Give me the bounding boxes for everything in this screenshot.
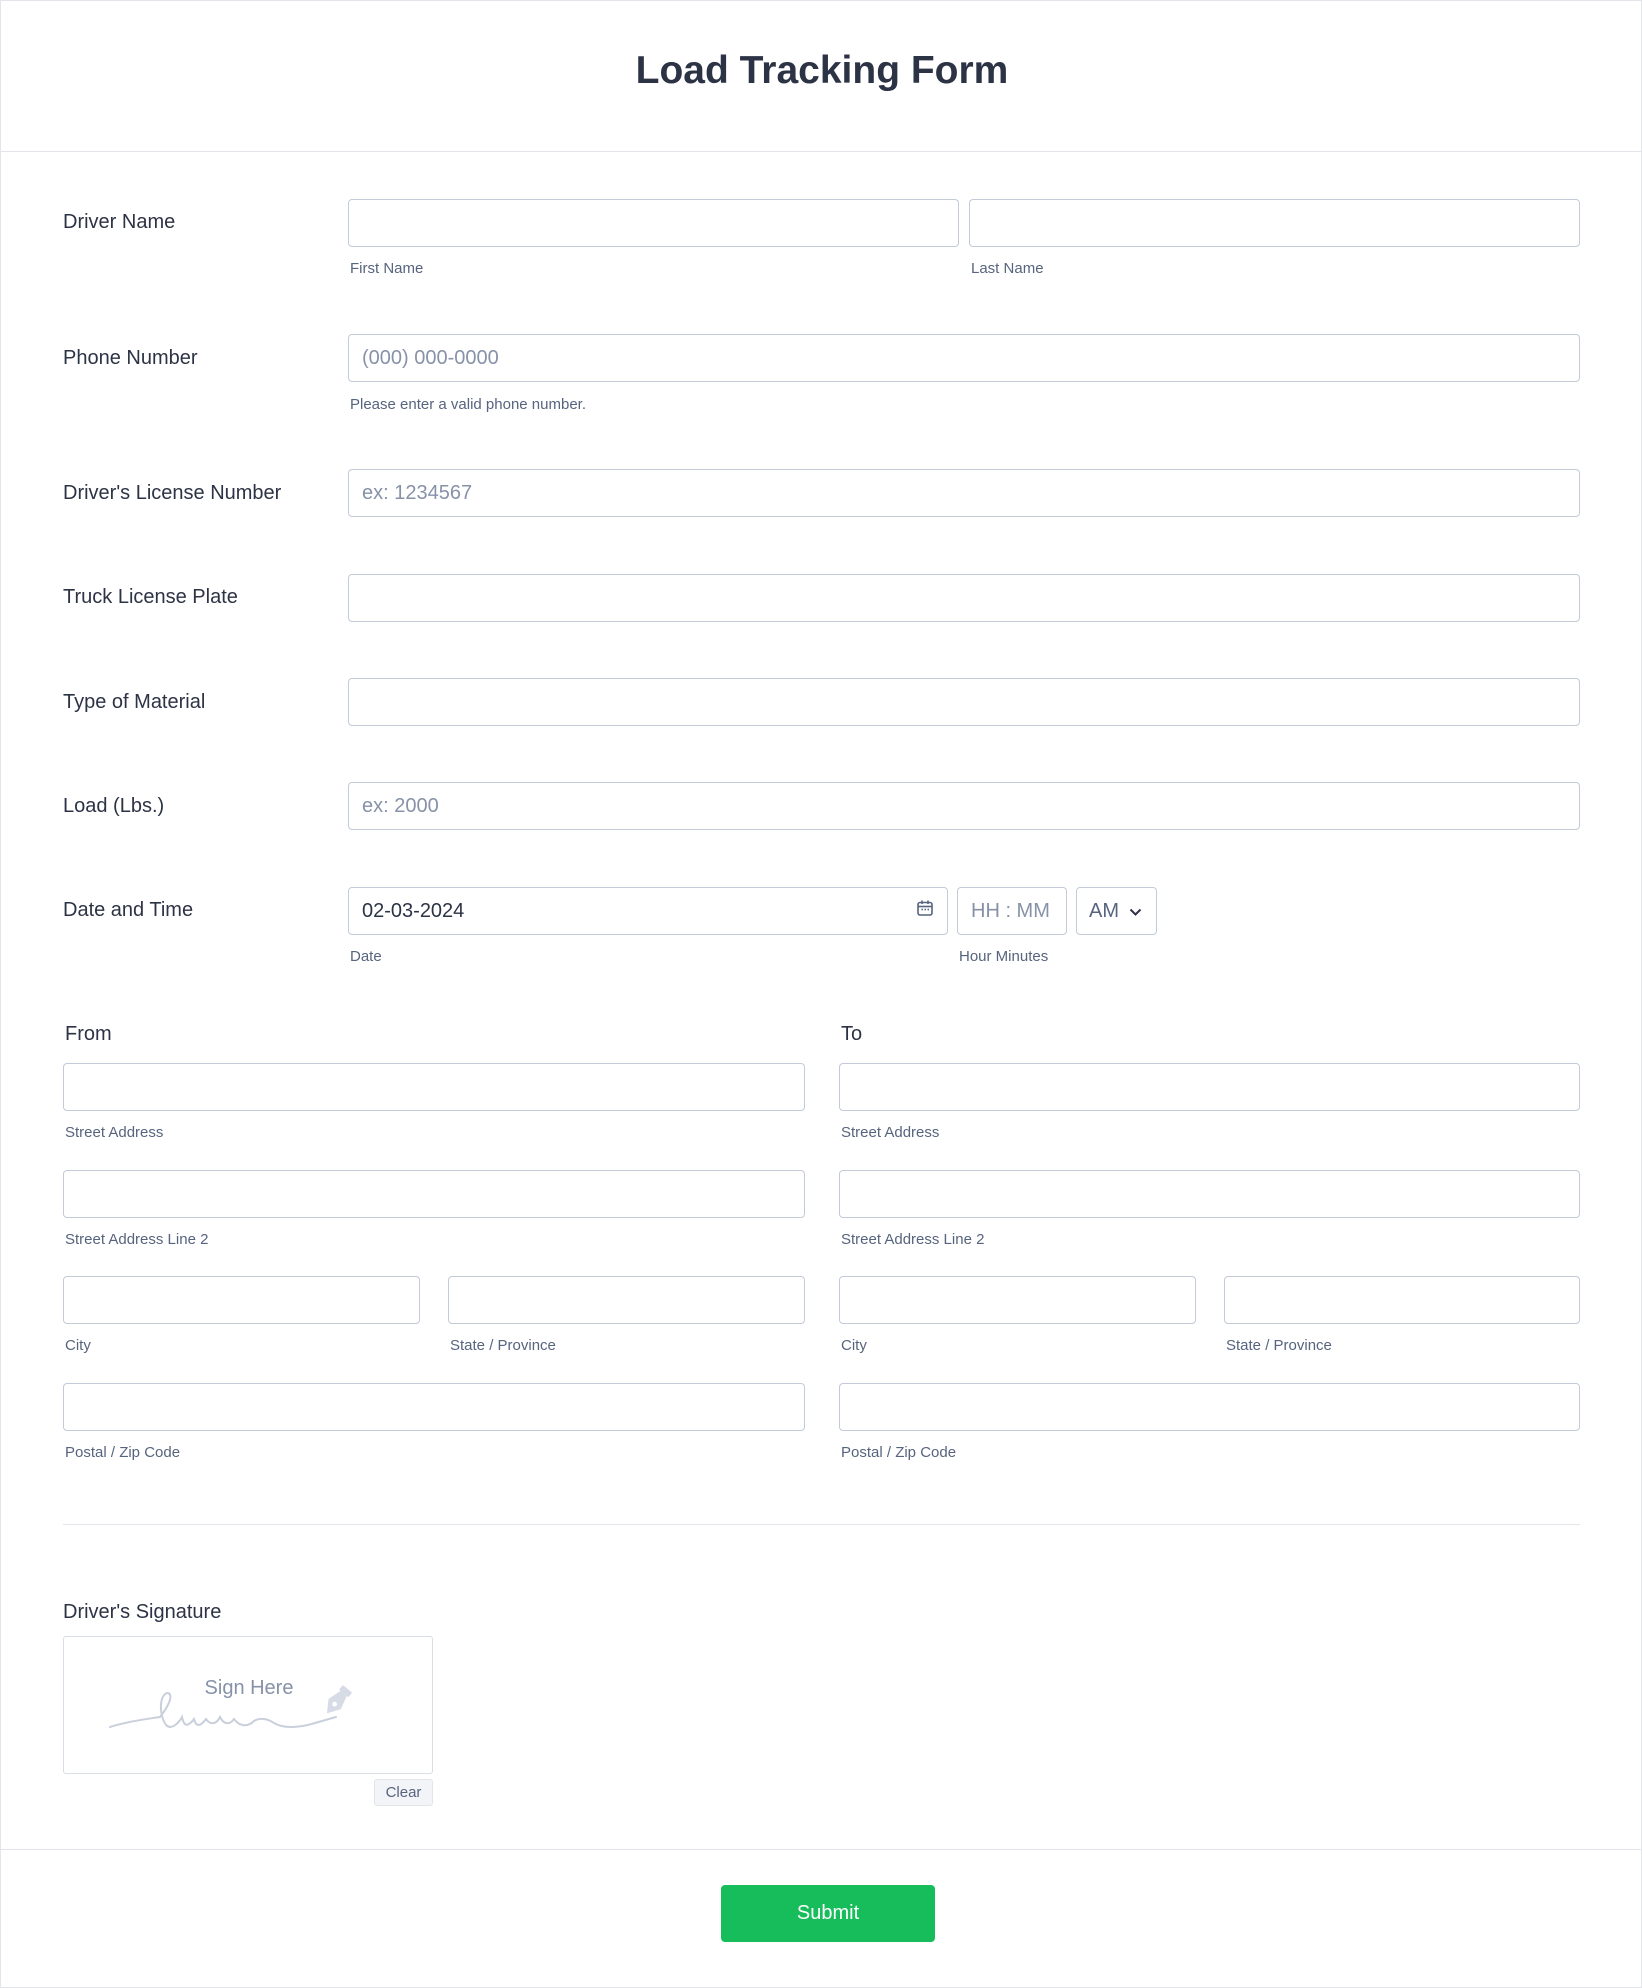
to-street2-input[interactable] xyxy=(839,1170,1580,1218)
ampm-value: AM xyxy=(1089,899,1119,922)
phone-label: Phone Number xyxy=(63,347,198,369)
sign-here-prompt: Sign Here xyxy=(204,1677,294,1699)
from-city-input[interactable] xyxy=(63,1276,420,1324)
first-name-input[interactable] xyxy=(348,199,959,247)
header-divider xyxy=(1,151,1642,152)
date-sublabel: Date xyxy=(350,948,382,965)
date-input[interactable] xyxy=(348,887,948,935)
from-street-sublabel: Street Address xyxy=(65,1124,164,1141)
to-city-sublabel: City xyxy=(841,1337,867,1354)
to-street2-sublabel: Street Address Line 2 xyxy=(841,1231,985,1248)
chevron-down-icon xyxy=(1129,900,1142,923)
material-label: Type of Material xyxy=(63,691,206,713)
clear-signature-button[interactable]: Clear xyxy=(374,1779,433,1806)
from-street2-input[interactable] xyxy=(63,1170,805,1218)
ampm-select[interactable] xyxy=(1076,887,1157,935)
to-zip-input[interactable] xyxy=(839,1383,1580,1431)
load-input[interactable] xyxy=(348,782,1580,830)
signature-scribble-icon xyxy=(108,1677,388,1737)
form-title: Load Tracking Form xyxy=(635,49,1009,92)
section-divider xyxy=(63,1524,1580,1525)
driver-name-label: Driver Name xyxy=(63,211,176,233)
to-heading: To xyxy=(841,1023,863,1045)
last-name-sublabel: Last Name xyxy=(971,260,1044,277)
from-zip-sublabel: Postal / Zip Code xyxy=(65,1444,181,1461)
time-input[interactable] xyxy=(957,887,1067,935)
signature-label: Driver's Signature xyxy=(63,1601,222,1623)
truck-plate-label: Truck License Plate xyxy=(63,586,238,608)
time-sublabel: Hour Minutes xyxy=(959,948,1049,965)
to-street-sublabel: Street Address xyxy=(841,1124,940,1141)
to-state-input[interactable] xyxy=(1224,1276,1580,1324)
to-city-input[interactable] xyxy=(839,1276,1196,1324)
license-input[interactable] xyxy=(348,469,1580,517)
phone-hint: Please enter a valid phone number. xyxy=(350,396,586,413)
truck-plate-input[interactable] xyxy=(348,574,1580,622)
from-state-sublabel: State / Province xyxy=(450,1337,556,1354)
from-zip-input[interactable] xyxy=(63,1383,805,1431)
to-street-input[interactable] xyxy=(839,1063,1580,1111)
from-heading: From xyxy=(65,1023,112,1045)
load-label: Load (Lbs.) xyxy=(63,795,165,817)
date-value: 02-03-2024 xyxy=(362,899,465,922)
calendar-icon[interactable] xyxy=(916,899,934,923)
first-name-sublabel: First Name xyxy=(350,260,424,277)
signature-pad[interactable] xyxy=(63,1636,433,1774)
license-label: Driver's License Number xyxy=(63,482,282,504)
phone-input[interactable] xyxy=(348,334,1580,382)
last-name-input[interactable] xyxy=(969,199,1580,247)
from-street2-sublabel: Street Address Line 2 xyxy=(65,1231,209,1248)
to-zip-sublabel: Postal / Zip Code xyxy=(841,1444,957,1461)
material-input[interactable] xyxy=(348,678,1580,726)
footer-divider xyxy=(1,1849,1642,1850)
datetime-label: Date and Time xyxy=(63,899,194,921)
submit-button[interactable]: Submit xyxy=(721,1885,935,1942)
from-city-sublabel: City xyxy=(65,1337,91,1354)
to-state-sublabel: State / Province xyxy=(1226,1337,1332,1354)
from-state-input[interactable] xyxy=(448,1276,805,1324)
from-street-input[interactable] xyxy=(63,1063,805,1111)
